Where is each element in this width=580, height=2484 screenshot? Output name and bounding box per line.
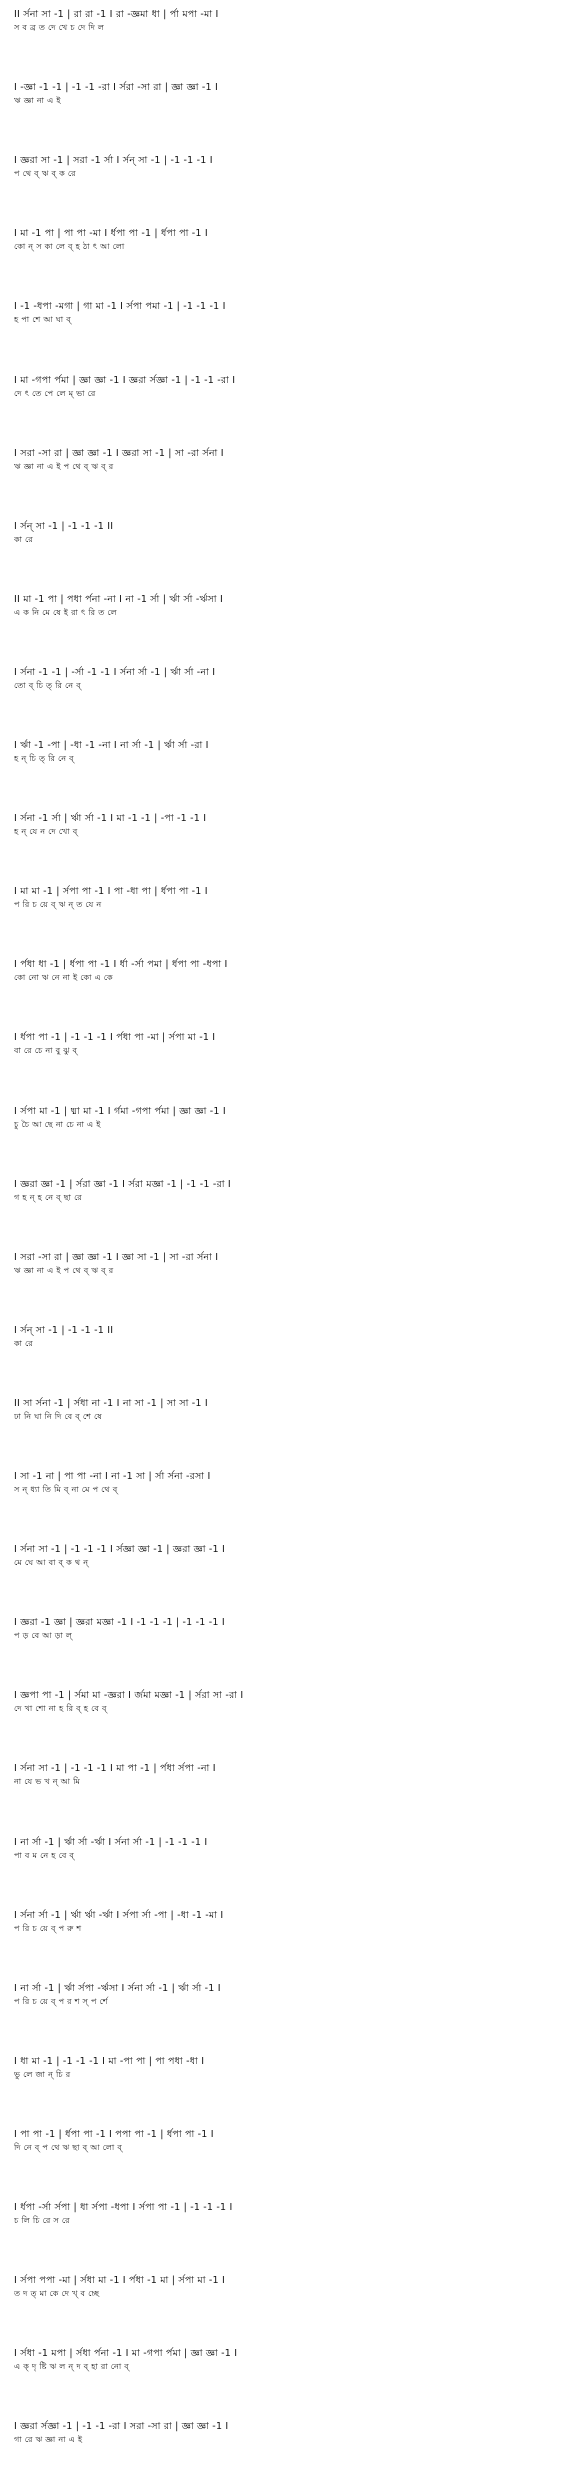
lyric-line: চ লি চি রে স রে <box>14 2216 70 2225</box>
lyric-line: ঋ জ্ঞা না এ ই প থে ব্ ঋ ব্ র <box>14 1265 114 1275</box>
lyric-line: না যে ভ খ ন্ আ মি <box>14 1777 81 1787</box>
swara-line: I সরা -সা রা | জ্ঞা জ্ঞা -1 I জ্ঞরা সা -1 | সা -রা র্সনা I <box>14 447 224 459</box>
swara-line: I র্ঋা -1 -পা | -ধা -1 -না I না র্সা -1 | র্ঋা র্সা -রা I <box>14 740 209 751</box>
swara-line: I ধা মা -1 | -1 -1 -1 I মা -পা পা | পা পধা -ধা I <box>14 2055 205 2067</box>
notation-row <box>14 2347 570 2372</box>
notation-row <box>14 81 570 106</box>
lyric-line: এ ক্ দৃ ষ্টি ঋ ল ন্ দ ব্ হা রা নো ব্ <box>14 2362 130 2372</box>
lyric-line: কা রে <box>14 1338 34 1348</box>
lyric-line: ঋ জ্ঞা না এ ই <box>14 96 61 106</box>
notation-row <box>14 1251 570 1276</box>
lyric-line: বা রে চে না বু ঝু ব্ <box>14 1046 78 1056</box>
swara-line: I -1 -ধপা -মগা | গা মা -1 I র্সপা পমা -1 | -1 -1 -1 I <box>14 301 226 313</box>
lyric-line: প ড় বে আ ড়া ল্ <box>14 1631 73 1641</box>
notation-row <box>14 1689 570 1714</box>
notation-row <box>14 447 570 472</box>
lyric-line: চু চৈ আ ছে না চে না এ ই <box>14 1119 101 1129</box>
swara-line: I র্সনা র্সা -1 | র্ঋা র্ঋা -র্ঋা I র্সপা র্সা -পা | -ধা -1 -মা I <box>14 1909 224 1921</box>
lyric-line: প রি চ য়ে ব্ প র শ স্ প র্শে <box>14 1996 108 2006</box>
lyric-line: ভু লে জা ন্ চি র <box>14 2069 71 2079</box>
swara-line: I র্ধপা পা -1 | -1 -1 -1 I র্পধা পা -মা | র্সপা মা -1 I <box>14 1032 216 1044</box>
lyric-line: পা ব ম নে হ বে ব্ <box>14 1850 75 1860</box>
notation-row <box>14 1982 570 2007</box>
swara-line: II র্সনা সা -1 | রা রা -1 I রা -জ্ঞমা ধা | র্পা মপা -মা I <box>14 9 219 20</box>
notation-row <box>14 739 570 764</box>
swara-line: I জ্ঞরা -1 জ্ঞা | জ্ঞরা মজ্ঞা -1 I -1 -1 -1 | -1 -1 -1 I <box>14 1617 225 1629</box>
notation-row <box>14 1762 570 1787</box>
swara-line: I র্সনা সা -1 | -1 -1 -1 I মা পা -1 | র্পধা র্সপা -না I <box>14 1763 216 1775</box>
lyric-line: হ পা শে আ ঘা ব্ <box>14 315 71 325</box>
lyric-line: গ হ ন্ হ নে ব্ ছা রে <box>14 1192 83 1202</box>
swara-line: I র্ধপা -র্সা র্সপা | ধা র্সপা -ধপা I র্সপা পা -1 | -1 -1 -1 I <box>14 2202 233 2213</box>
swara-line: I র্সধা -1 মপা | র্সধা র্পনা -1 I মা -গপা র্পমা | জ্ঞা জ্ঞা -1 I <box>14 2348 238 2360</box>
swara-line: I মা মা -1 | র্সপা পা -1 I পা -ধা পা | র্ধপা পা -1 I <box>14 886 208 898</box>
lyric-line: ঋ জ্ঞা না এ ই প থে ব্ ঋ ব্ র <box>14 461 114 471</box>
swara-line: I মা -1 পা | পা পা -মা I র্ধপা পা -1 | র্ধপা পা -1 I <box>14 228 208 240</box>
notation-row <box>14 154 570 179</box>
swara-line: I র্সন্‌ সা -1 | -1 -1 -1 II <box>14 520 114 532</box>
swara-line: I মা -গপা র্পমা | জ্ঞা জ্ঞা -1 I জ্ঞরা র্সজ্ঞা -1 | -1 -1 -রা I <box>14 374 236 386</box>
lyric-line: কা রে <box>14 534 34 544</box>
swara-line: I র্সনা -1 -1 | -র্সা -1 -1 I র্সনা র্সা -1 | র্ঋা র্সা -না I <box>14 666 216 678</box>
lyric-line: কো নো ঋ নে না ই কো এ কে <box>14 973 113 983</box>
lyric-line: দে খা শো না হ রি ব্ হ বে ব্ <box>14 1704 107 1714</box>
swara-line: I জ্ঞপা পা -1 | র্সমা মা -জ্ঞরা I র্জমা মজ্ঞা -1 | র্সরা সা -রা I <box>14 1690 244 1702</box>
notation-row <box>14 1616 570 1641</box>
swara-line: I -জ্ঞা -1 -1 | -1 -1 -রা I র্সরা -সা রা | জ্ঞা জ্ঞা -1 I <box>14 82 218 94</box>
swara-line: I র্সনা -1 র্সা | র্ঋা র্সা -1 I মা -1 -1 | -পা -1 -1 I <box>14 813 207 825</box>
notation-row <box>14 8 570 33</box>
swara-line: I জ্ঞরা সা -1 | সরা -1 র্সা I র্সন্‌ সা -1 | -1 -1 -1 I <box>14 155 213 167</box>
lyric-line: হ ন্ চি ত্ রি নে ব্ <box>14 754 74 763</box>
notation-row <box>14 958 570 983</box>
lyric-line: প রি চ য়ে ব্ ঋ ন্ ত যে ন <box>14 900 102 910</box>
lyric-line: ত দ ত্ মা কে দে খ্ ব চ্ছে <box>14 2289 100 2299</box>
notation-row <box>14 300 570 325</box>
lyric-line: মে ঘে আ বা ব্ ক থ ন্ <box>14 1558 89 1568</box>
notation-row <box>14 1324 570 1349</box>
lyric-line: দে ৎ তে পে লে ম্ ভা রে <box>14 388 96 398</box>
notation-row <box>14 2128 570 2153</box>
notation-row <box>14 885 570 910</box>
notation-row <box>14 812 570 837</box>
notation-row <box>14 374 570 399</box>
notation-row <box>14 1397 570 1422</box>
swara-line: I র্সপা মা -1 | ধ্মা মা -1 I র্গমা -গপা র্পমা | জ্ঞা জ্ঞা -1 I <box>14 1105 226 1117</box>
lyric-line: কো ন্ স কা লে ব্ হ ঠা ৎ আ লো <box>14 242 125 252</box>
swara-line: I সরা -সা রা | জ্ঞা জ্ঞা -1 I জ্ঞা সা -1 | সা -রা র্সনা I <box>14 1251 219 1263</box>
notation-row <box>14 1836 570 1861</box>
notation-row <box>14 520 570 545</box>
notation-row <box>14 1105 570 1130</box>
notation-row <box>14 2274 570 2299</box>
swara-line: I না র্সা -1 | র্ঋা র্সা -র্ঋা I র্সনা র্সা -1 | -1 -1 -1 I <box>14 1836 208 1848</box>
lyric-line: প থে ব্ ঋ ব্ ক রে <box>14 169 76 179</box>
notation-row <box>14 1031 570 1056</box>
lyric-line: দি নে ব্ প থে ঋ ছা ব্ আ লো ব্ <box>14 2142 123 2152</box>
lyric-line: এ ক নি মে ষে ই রা ৎ রি ত লে <box>14 607 117 617</box>
notation-row <box>14 1470 570 1495</box>
swara-line: I সা -1 না | পা পা -না I না -1 সা | র্সা র্সনা -রসা I <box>14 1471 211 1482</box>
notation-row <box>14 2201 570 2226</box>
notation-row <box>14 1178 570 1203</box>
swara-line: II সা র্সনা -1 | র্সধা না -1 I না সা -1 | সা সা -1 I <box>14 1397 208 1409</box>
notation-row <box>14 666 570 691</box>
lyric-line: স ব ব্র ত দে খে চ দে দি ল <box>14 23 105 32</box>
lyric-line: গা রে ঋ জ্ঞা না এ ই <box>14 2435 83 2445</box>
lyric-line: হ ন্ যে ন দে খো ব্ <box>14 827 78 837</box>
swara-line: I না র্সা -1 | র্ঋা র্সপা -র্ঋসা I র্সনা র্সা -1 | র্ঋা র্সা -1 I <box>14 1982 221 1994</box>
swara-line: I জ্ঞরা র্সজ্ঞা -1 | -1 -1 -রা I সরা -সা রা | জ্ঞা জ্ঞা -1 I <box>14 2421 229 2433</box>
notation-row <box>14 1909 570 1934</box>
notation-row <box>14 2420 570 2445</box>
swara-line: I র্সন্‌ সা -1 | -1 -1 -1 II <box>14 1324 114 1336</box>
swara-line: I র্সপা পপা -মা | র্সধা মা -1 I র্পধা -1 মা | র্সপা মা -1 I <box>14 2275 225 2287</box>
swara-line: I র্সনা সা -1 | -1 -1 -1 I র্সজ্ঞা জ্ঞা -1 | জ্ঞরা জ্ঞা -1 I <box>14 1544 225 1556</box>
lyric-line: প রি চ য়ে ব্ প রু শ <box>14 1923 82 1933</box>
lyric-line: স ন্ ধ্যা তি মি ব্ না মে প থে ব্ <box>14 1485 118 1494</box>
lyric-line: তো ব্ চি ত্ রি নে ব্ <box>14 680 81 690</box>
notation-row <box>14 2055 570 2080</box>
notation-row <box>14 1543 570 1568</box>
swara-line: I জ্ঞরা জ্ঞা -1 | র্সরা জ্ঞা -1 I র্সরা মজ্ঞা -1 | -1 -1 -রা I <box>14 1178 231 1190</box>
lyric-line: ঢা নি ঘা নি দি বে ব্ শে ষে <box>14 1411 102 1421</box>
notation-row <box>14 227 570 252</box>
swara-line: I পা পা -1 | র্ধপা পা -1 I পপা পা -1 | র্ধপা পা -1 I <box>14 2128 214 2140</box>
swara-line: I র্পধা ধা -1 | র্ধপা পা -1 I র্ধা -র্সা পমা | র্ধপা পা -ধপা I <box>14 959 228 971</box>
swara-line: II মা -1 পা | পধা র্পনা -না I না -1 র্সা | র্ঋা র্সা -র্ঋসা I <box>14 593 223 605</box>
notation-row <box>14 593 570 618</box>
